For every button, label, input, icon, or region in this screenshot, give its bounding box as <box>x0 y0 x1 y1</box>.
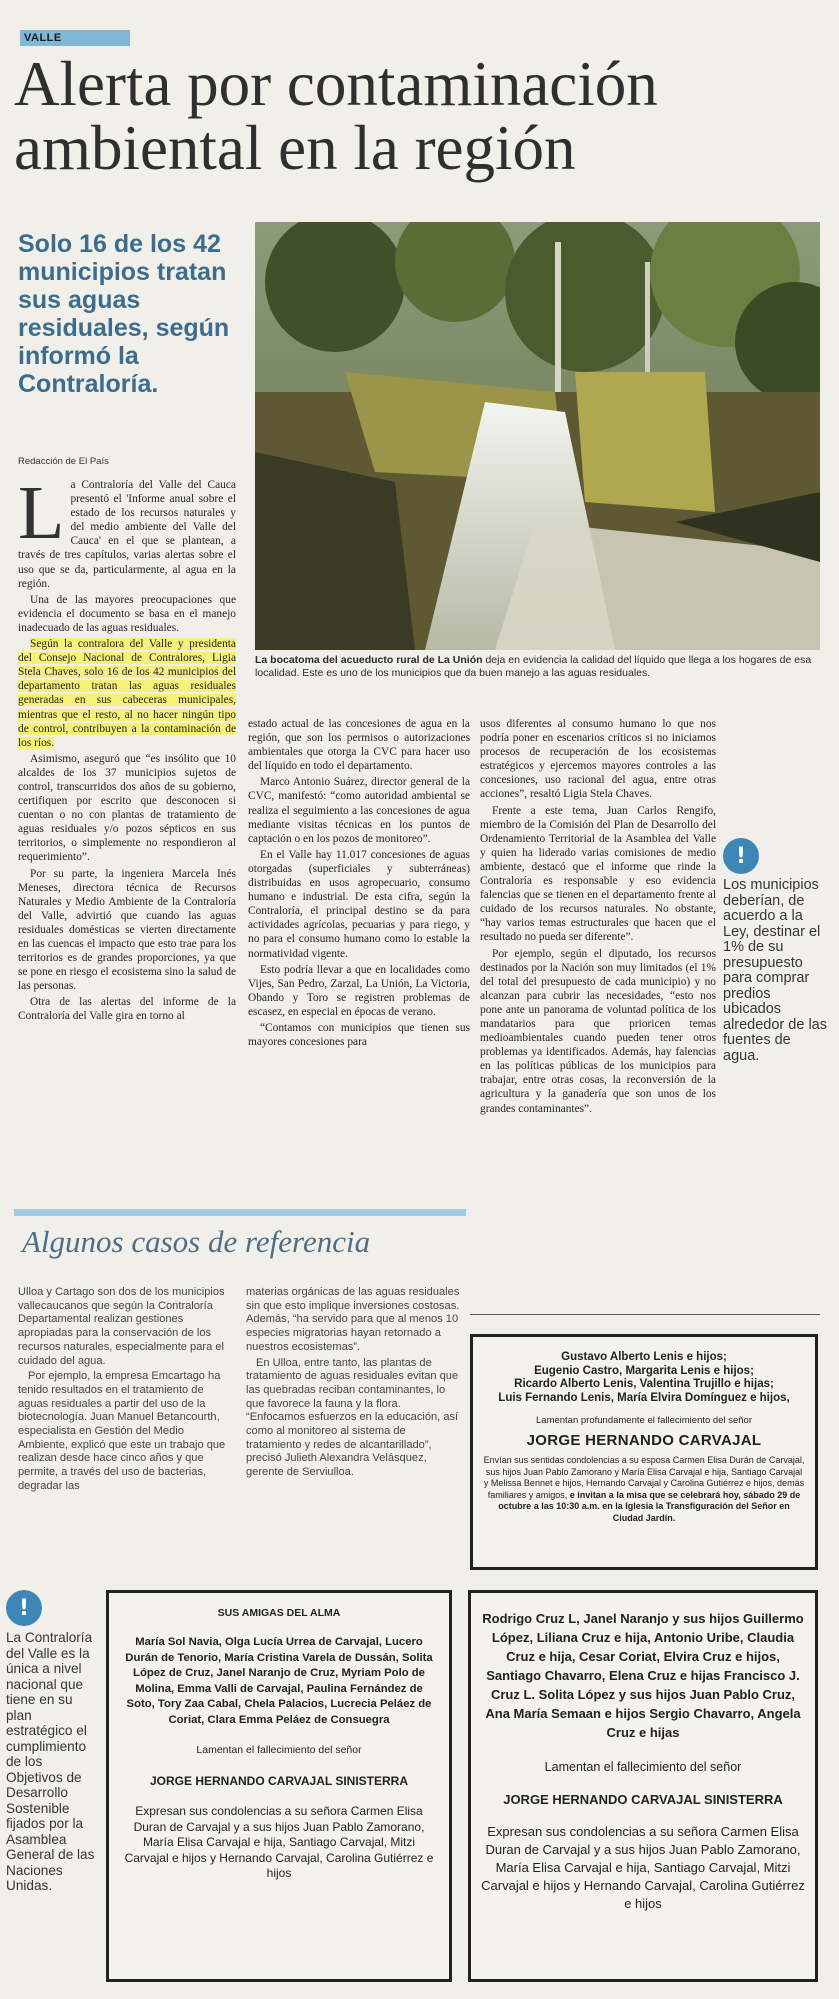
photo-caption <box>255 654 820 680</box>
paragraph: usos diferentes al consumo humano lo que nos podría poner en escenarios críticos si no iniciamos procesos de recuperación de los ecosistemas estratégicos y ejercemos mayores controles a las concesiones, uso racional del agua, entre otras acciones”, resaltó Ligia Stela Chaves. <box>480 718 716 801</box>
paragraph: Una de las mayores preocupaciones que evidencia el documento se basa en el manejo inadecuado de las aguas residuales. <box>18 593 236 634</box>
river-photo <box>255 222 820 650</box>
obit1-lament: Lamentan profundamente el fallecimiento del señor <box>536 1415 752 1426</box>
byline: Redacción de El País <box>18 456 109 467</box>
headline: Alerta por contaminación ambiental en la región <box>14 49 658 183</box>
reference-column-2 <box>246 1286 462 1482</box>
waterfall-image <box>255 222 820 650</box>
obit2-body: Expresan sus condolencias a su señora Carmen Elisa Duran de Carvajal y a sus hijos Juan Pablo Zamorano, María Elisa Carvajal e hija, Santiago Carvajal, Mitzi Carvajal e hijos y Hernando Carvajal, Carolina Gutiérrez e hijos <box>124 1804 434 1880</box>
sidebar-left-text: La Contraloría del Valle es la única a nivel nacional que tiene en su plan estratégico el cumplimiento de los Objetivos de Desarrollo Sostenible fijados por la Asamblea General de las Naciones Unidas. <box>6 1630 95 1893</box>
paragraph: “Contamos con municipios que tienen sus mayores concesiones para <box>248 1021 470 1049</box>
paragraph: En el Valle hay 11.017 concesiones de aguas otorgadas (superficiales y subterráneas) distribuidas en usos agropecuario, consumo humano e industrial. De esta cifra, según la Contraloría, el principal destino se da para actividades agrícolas, pecuarias y para riego, y no para el consumo humano como lo estable la normatividad vigente. <box>248 848 470 960</box>
divider <box>470 1314 820 1315</box>
obit1-names: Gustavo Alberto Lenis e hijos; Eugenio Castro, Margarita Lenis e hijos; Ricardo Alberto Lenis, Valentina Trujillo e hijas; Luis Fernando Lenis, María Elvira Domínguez e hijos, <box>498 1351 790 1404</box>
paragraph: Ulloa y Cartago son dos de los municipios vallecaucanos que según la Contraloría Departamental realizan gestiones apropiadas para la conservación de los recursos naturales, especialmente para el cuidado del agua. <box>18 1286 225 1367</box>
paragraph: Esto podría llevar a que en localidades como Vijes, San Pedro, Zarzal, La Unión, La Victoria, Obando y Toro se registren problemas de escasez, en especial en épocas de verano. <box>248 963 470 1018</box>
sidebar-right-text: Los municipios deberían, de acuerdo a la Ley, destinar el 1% de su presupuesto para comprar predios ubicados alrededor de las fuentes de agua. <box>723 877 827 1064</box>
paragraph: Asimismo, aseguró que “es insólito que 10 alcaldes de los 37 municipios sujetos de control, transcurridos dos años de su gobierno, certifiquen por escrito que desconocen si cuentan o no con plantas de tratamiento de aguas residuales y/o pozos sépticos en sus territorios, o simplemente no respondieron al requerimiento”. <box>18 752 236 864</box>
obituary-notice-3 <box>468 1590 818 1982</box>
obituary-notice-1 <box>470 1334 818 1570</box>
paragraph: En Ulloa, entre tanto, las plantas de tratamiento de aguas residuales evitan que las quebradas reciban contaminantes, lo que favorece la fauna y la flora. “Enfocamos esfuerzos en la educación, así como al monitoreo al sistema de tratamiento y redes de alcantarillado”, precisó Julieth Alexandra Velásquez, gerente de Serviulloa. <box>246 1356 459 1479</box>
obit3-body: Expresan sus condolencias a su señora Carmen Elisa Duran de Carvajal y a sus hijos Juan Pablo Zamorano, María Elisa Carvajal e hija, Santiago Carvajal, Mitzi Carvajal e hijos y Hernando Carvajal, Carolina Gutiérrez e hijos <box>481 1824 805 1911</box>
paragraph: Por ejemplo, según el diputado, los recursos destinados por la Nación son muy limitados (el 1% del total del presupuesto de cada municipio) y no alcanzan para cubrir las necesidades, “esto nos pone ante un panorama de voluntad política de los mandatarios para que prioricen temas medioambientales cuando pueden tener otros problemas ya identificados. Además, hay falencias en las políticas públicas de los municipios para trabajar, entre otras cosas, la reconversión de la agricultura y la ganadería que son unos de los grandes contaminantes”. <box>480 947 716 1115</box>
section-tag: VALLE <box>20 30 130 46</box>
obit3-names: Rodrigo Cruz L, Janel Naranjo y sus hijos Guillermo López, Liliana Cruz e hija, Antonio Uribe, Claudia Cruz e hija, Cesar Coriat, Elvira Cruz e hijos, Santiago Chavarro, Elena Cruz e hijas Francisco J. Cruz L. Solita López y sus hijos Juan Pablo Cruz, Ana María Semaan e hijos Sergio Chavarro, Angela Cruz e hijas <box>482 1611 804 1740</box>
obit1-deceased: JORGE HERNANDO CARVAJAL <box>526 1432 762 1449</box>
paragraph: Frente a este tema, Juan Carlos Rengifo, miembro de la Comisión del Plan de Desarrollo del Ordenamiento Territorial de la Asamblea del Valle y quien ha liderado varias comisiones de medio ambiente, destacó que el informe que rinde la Contraloría es responsable y eso evidencia falencias que se tienen en el departamento frente al cuidado de los recursos naturales. No obstante, “hay varios temas estructurales que hacen que el resultado no pueda ser diferente”. <box>480 804 716 944</box>
reference-rule <box>14 1209 466 1216</box>
sidebar-right <box>723 838 827 1064</box>
paragraph: materias orgánicas de las aguas residuales sin que esto implique inversiones costosas. Además, “ha servido para que al menos 10 especies migratorias hayan retornado a nuestros ecosistemas”. <box>246 1286 460 1353</box>
paragraph: estado actual de las concesiones de agua en la región, que son los permisos o autorizaciones ambientales que otorga la CVC para hacer uso del líquido en todo el departamento. <box>248 718 470 773</box>
info-icon: ! <box>6 1590 42 1626</box>
reference-column-1 <box>18 1286 230 1496</box>
obit3-lament: Lamentan el fallecimiento del señor <box>544 1760 742 1774</box>
obit2-lament: Lamentan el fallecimiento del señor <box>196 1744 362 1756</box>
obit2-names: María Sol Navia, Olga Lucía Urrea de Carvajal, Lucero Durán de Tenorio, María Cristina Varela de Dussán, Solita López de Cruz, Janel Naranjo de Cruz, Myriam Polo de Molina, Emma Valli de Carvajal, Paulina Fernández de Soto, Tory Zaa Cabal, Chela Palacios, Lucrecia Peláez de Coriat, Clara Emma Peláez de Consuegra <box>125 1636 433 1726</box>
info-icon: ! <box>723 838 759 874</box>
obit2-deceased: JORGE HERNANDO CARVAJAL SINISTERRA <box>149 1774 409 1788</box>
reference-title: Algunos casos de referencia <box>22 1224 371 1259</box>
obit3-deceased: JORGE HERNANDO CARVAJAL SINISTERRA <box>503 1792 783 1807</box>
highlighted-paragraph: Según la contralora del Valle y presidenta del Consejo Nacional de Contralores, Ligia Stela Chaves, solo 16 de los 42 municipios del departamento tratan las aguas residuales generadas en sus cabeceras municipales, mientras que el resto, al no hacer ningún tipo de control, contribuyen a la contaminación de los ríos. <box>18 638 236 749</box>
intro-paragraph: La Contraloría del Valle del Cauca presentó el 'Informe anual sobre el estado de los recursos naturales y del medio ambiente del Valle del Cauca' en el que se plantean, a través de tres capítulos, varias alertas sobre el uso que se da, particularmente, al agua en la región. <box>18 471 236 590</box>
article-column-3 <box>480 717 716 1118</box>
paragraph: Por ejemplo, la empresa Emcartago ha tenido resultados en el tratamiento de aguas residuales a partir del uso de la biotecnología. Juan Manuel Betancourth, especialista en Gestión del Medio Ambiente, explicó que este un trabajo que realizan desde hace cinco años y que permite, a través del uso de bacterias, degradar las <box>18 1370 226 1492</box>
caption-text: deja en evidencia la calidad del líquido que llega a los hogares de esa localidad. Este es uno de los municipios que da buen manejo a las aguas residuales. <box>255 654 812 679</box>
obit2-header: SUS AMIGAS DEL ALMA <box>217 1607 341 1619</box>
obit1-body: Envían sus sentidas condolencias a su esposa Carmen Elisa Durán de Carvajal, sus hijos Juan Pablo Zamorano y María Elisa Carvajal e hija, Santiago Carvajal y Melissa Bennet e hijos, Hernando Carvajal y Carolina Gutiérrez e hijos, demás familiares y amigos, e invitan a la misa que se celebrará hoy, sábado 29 de octubre a las 10:30 a.m. en la Iglesia la Transfiguración del Señor en Ciudad Jardín. <box>483 1455 805 1523</box>
article-column-2 <box>248 717 470 1051</box>
article-column-1 <box>18 471 236 1026</box>
caption-bold: La bocatoma del acueducto rural de La Unión <box>255 654 483 666</box>
sidebar-left <box>6 1590 96 1894</box>
dropcap: L <box>18 471 65 555</box>
subhead: Solo 16 de los 42 municipios tratan sus aguas residuales, según informó la Contraloría. <box>18 230 230 398</box>
paragraph: Por su parte, la ingeniera Marcela Inés Meneses, directora técnica de Recursos Naturales y Medio Ambiente de la Contraloría del Valle, advirtió que cuando las aguas residuales domésticas se vierten directamente en las cuencas el impacto que esto trae para los territorios es de grandes proporciones, ya que se pone en riesgo el ecosistema sino la salud de las personas. <box>18 867 236 993</box>
obituary-notice-2 <box>106 1590 452 1982</box>
paragraph: Otra de las alertas del informe de la Contraloría del Valle gira en torno al <box>18 996 236 1023</box>
paragraph: Marco Antonio Suárez, director general de la CVC, manifestó: “como autoridad ambiental se realiza el seguimiento a las concesiones de agua mediante visitas técnicas en los puntos de captación o en los pozos de monitoreo”. <box>248 776 470 845</box>
